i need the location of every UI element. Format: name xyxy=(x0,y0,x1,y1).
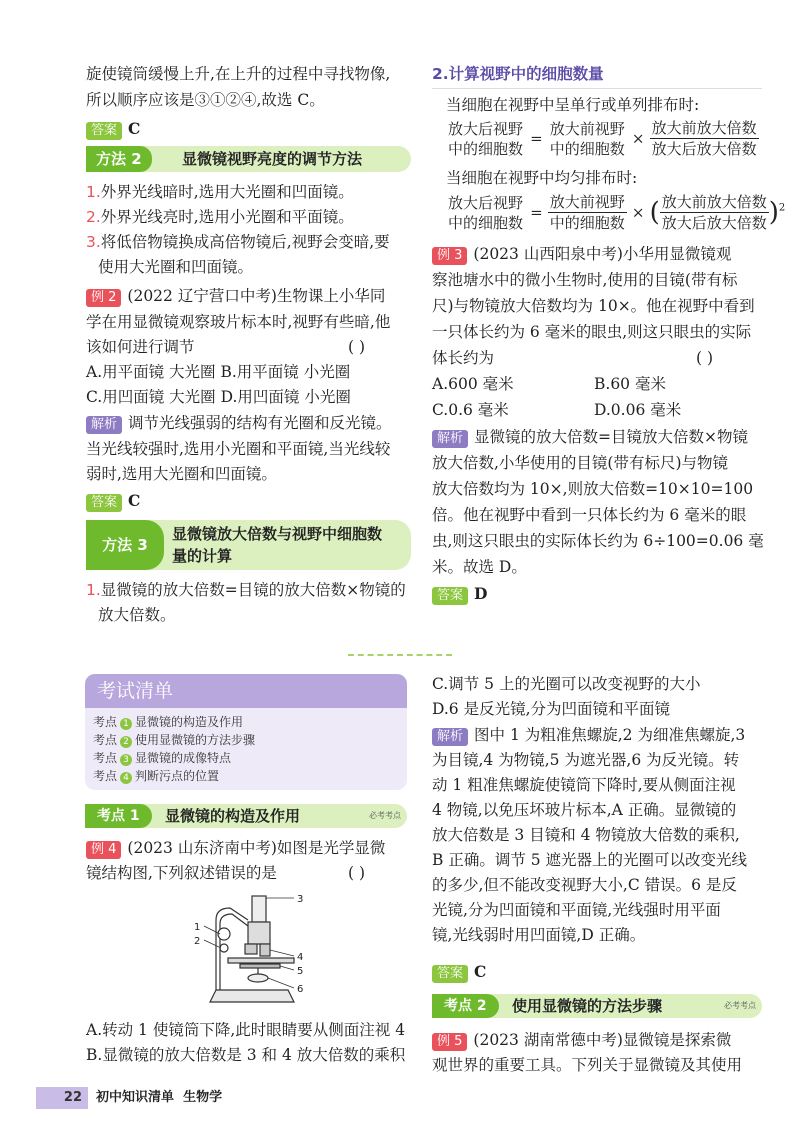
option: A.转动 1 使镜筒下降,此时眼睛要从侧面注视 4 xyxy=(86,1021,406,1039)
text-line: 米。故选 D。 xyxy=(432,558,527,576)
answer-bracket: ( ) xyxy=(348,338,366,356)
kaodian-label: 考点 2 xyxy=(432,994,499,1018)
answer-value: D xyxy=(474,584,488,603)
divider xyxy=(432,88,762,89)
answer-tag: 答案 xyxy=(432,965,468,983)
answer-line xyxy=(86,116,140,142)
text-line: 动 1 粗准焦螺旋使镜筒下降时,要从侧面注视 xyxy=(432,776,736,794)
fig-label-3: 3 xyxy=(297,894,304,905)
text-line: 倍。他在视野中看到一只体长约为 6 毫米的眼 xyxy=(432,506,747,524)
option-row: C.用凹面镜 大光圈 D.用凹面镜 小光圈 xyxy=(86,388,351,406)
fig-label-2: 2 xyxy=(194,936,201,947)
analysis: 解析 调节光线强弱的结构有光圈和反光镜。 xyxy=(86,411,392,436)
answer-tag: 答案 xyxy=(86,122,122,140)
list-item: 3.将低倍物镜换成高倍物镜后,视野会变暗,要 xyxy=(86,233,390,251)
example-tag: 例 3 xyxy=(432,247,467,265)
page-number: 22 xyxy=(36,1087,88,1109)
text-line: 弱时,选用大光圈和凹面镜。 xyxy=(86,465,277,483)
method-2-header xyxy=(86,146,411,172)
method-2-title: 显微镜视野亮度的调节方法 xyxy=(182,150,363,168)
text-line: 虫,则这只眼虫的实际体长约为 6÷100=0.06 毫 xyxy=(432,532,764,550)
answer-line xyxy=(432,959,486,985)
formula-2: 放大后视野 中的细胞数 = $\frac{\text{放大前视野}}{\text{中的细胞数}}$ × ( $\frac{\text{放大前放大倍数}}{\text{放大后放大倍数}}$ )$^2$ xyxy=(448,193,786,232)
checklist-title: 考试清单 xyxy=(85,674,407,708)
kaodian-1-header xyxy=(85,804,407,828)
analysis: 解析 显微镜的放大倍数=目镜放大倍数×物镜 xyxy=(432,425,748,450)
option: C.调节 5 上的光圈可以改变视野的大小 xyxy=(432,675,701,693)
option: C.0.6 毫米 xyxy=(432,401,509,419)
method-2-label: 方法 2 xyxy=(86,146,152,172)
text-line: 当光线较强时,选用小光圈和平面镜,当光线较 xyxy=(86,440,391,458)
section-divider xyxy=(348,654,452,656)
example-5: 例 5 (2023 湖南常德中考)显微镜是探索微 xyxy=(432,1028,731,1053)
formula-1: 放大后视野 中的细胞数 = 放大前视野 中的细胞数 × $\frac{\text{放大前放大倍数}}{\text{放大后放大倍数}}$ xyxy=(448,119,757,158)
checklist-item: 考点 2 使用显微镜的方法步骤 xyxy=(93,733,256,747)
text-line: 体长约为 xyxy=(432,349,495,367)
option-row: A.用平面镜 大光圈 B.用平面镜 小光圈 xyxy=(86,363,351,381)
fig-label-1: 1 xyxy=(194,922,201,933)
kaodian-badge: 必考考点 xyxy=(724,1001,756,1010)
checklist-item: 考点 4 判断污点的位置 xyxy=(93,769,220,783)
list-item: 1.外界光线暗时,选用大光圈和凹面镜。 xyxy=(86,183,354,201)
option: B.60 毫米 xyxy=(594,375,666,393)
answer-bracket: ( ) xyxy=(348,864,366,882)
text-line: 学在用显微镜观察玻片标本时,视野有些暗,他 xyxy=(86,313,391,331)
text-line: 所以顺序应该是③①②④,故选 C。 xyxy=(86,91,325,109)
kaodian-title: 显微镜的构造及作用 xyxy=(165,807,301,825)
text-line: 当细胞在视野中呈单行或单列排布时: xyxy=(446,96,700,114)
footer-book-title: 初中知识清单 生物学 xyxy=(96,1090,223,1105)
answer-value: C xyxy=(128,119,141,138)
checklist-item: 考点 3 显微镜的成像特点 xyxy=(93,751,232,765)
text-line: 的多少,但不能改变视野大小,C 错误。6 是反 xyxy=(432,876,737,894)
option: D.0.06 毫米 xyxy=(594,401,682,419)
analysis-tag: 解析 xyxy=(432,430,468,448)
text-line: 放大倍数均为 10×,则放大倍数=10×10=100 xyxy=(432,480,754,498)
list-item: 1.显微镜的放大倍数=目镜的放大倍数×物镜的 xyxy=(86,581,406,599)
list-item: 放大倍数。 xyxy=(98,606,176,624)
example-tag: 例 5 xyxy=(432,1033,467,1051)
text-line: 观世界的重要工具。下列关于显微镜及其使用 xyxy=(432,1056,743,1074)
microscope-figure xyxy=(190,890,310,1008)
option: D.6 是反光镜,分为凹面镜和平面镜 xyxy=(432,700,671,718)
analysis: 解析 图中 1 为粗准焦螺旋,2 为细准焦螺旋,3 xyxy=(432,723,745,748)
example-2: 例 2 (2022 辽宁营口中考)生物课上小华同 xyxy=(86,284,385,309)
text-line: 该如何进行调节 xyxy=(86,338,195,356)
kaodian-badge: 必考考点 xyxy=(369,811,401,820)
text-line: 尺)与物镜放大倍数均为 10×。他在视野中看到 xyxy=(432,297,755,315)
fig-label-5: 5 xyxy=(297,966,304,977)
answer-tag: 答案 xyxy=(432,587,468,605)
kaodian-2-header xyxy=(432,994,762,1018)
exam-checklist xyxy=(85,674,407,790)
method-3-title-2: 量的计算 xyxy=(172,547,233,565)
kaodian-label: 考点 1 xyxy=(85,804,152,828)
method-3-label: 方法 3 xyxy=(86,520,164,570)
kaodian-title: 使用显微镜的方法步骤 xyxy=(512,997,663,1015)
text-line: 4 物镜,以免压坏玻片标本,A 正确。显微镜的 xyxy=(432,801,737,819)
text-line: 镜,光线弱时用凹面镜,D 正确。 xyxy=(432,926,646,944)
checklist-item: 考点 1 显微镜的构造及作用 xyxy=(93,715,244,729)
analysis-tag: 解析 xyxy=(432,728,468,746)
answer-line xyxy=(86,488,140,514)
fig-label-6: 6 xyxy=(297,984,304,995)
text-line: 察池塘水中的微小生物时,使用的目镜(带有标 xyxy=(432,271,738,289)
example-3: 例 3 (2023 山西阳泉中考)小华用显微镜观 xyxy=(432,242,731,267)
text-line: 旋使镜筒缓慢上升,在上升的过程中寻找物像, xyxy=(86,65,391,83)
example-4: 例 4 (2023 山东济南中考)如图是光学显微 xyxy=(86,836,385,861)
list-item: 使用大光圈和凹面镜。 xyxy=(98,258,254,276)
text-line: 光镜,分为凹面镜和平面镜,光线强时用平面 xyxy=(432,901,721,919)
option: B.显微镜的放大倍数是 3 和 4 放大倍数的乘积 xyxy=(86,1046,406,1064)
text-line: 一只体长约为 6 毫米的眼虫,则这只眼虫的实际 xyxy=(432,323,752,341)
example-tag: 例 2 xyxy=(86,289,121,307)
method-3-header xyxy=(86,520,411,570)
fig-label-4: 4 xyxy=(297,952,304,963)
answer-value: C xyxy=(474,962,487,981)
answer-tag: 答案 xyxy=(86,494,122,512)
text-line: B 正确。调节 5 遮光器上的光圈可以改变光线 xyxy=(432,851,748,869)
method-3-title: 显微镜放大倍数与视野中细胞数 xyxy=(172,525,383,543)
analysis-tag: 解析 xyxy=(86,416,122,434)
answer-value: C xyxy=(128,491,141,510)
text-line: 镜结构图,下列叙述错误的是 xyxy=(86,864,277,882)
example-tag: 例 4 xyxy=(86,841,121,859)
option: A.600 毫米 xyxy=(432,375,514,393)
text-line: 为目镜,4 为物镜,5 为遮光器,6 为反光镜。转 xyxy=(432,751,740,769)
list-item: 2.外界光线亮时,选用小光圈和平面镜。 xyxy=(86,208,354,226)
text-line: 当细胞在视野中均匀排布时: xyxy=(446,169,638,187)
text-line: 放大倍数是 3 目镜和 4 物镜放大倍数的乘积, xyxy=(432,826,740,844)
answer-line xyxy=(432,581,487,607)
sub-title: 2.计算视野中的细胞数量 xyxy=(432,65,604,83)
answer-bracket: ( ) xyxy=(696,349,714,367)
text-line: 放大倍数,小华使用的目镜(带有标尺)与物镜 xyxy=(432,454,729,472)
